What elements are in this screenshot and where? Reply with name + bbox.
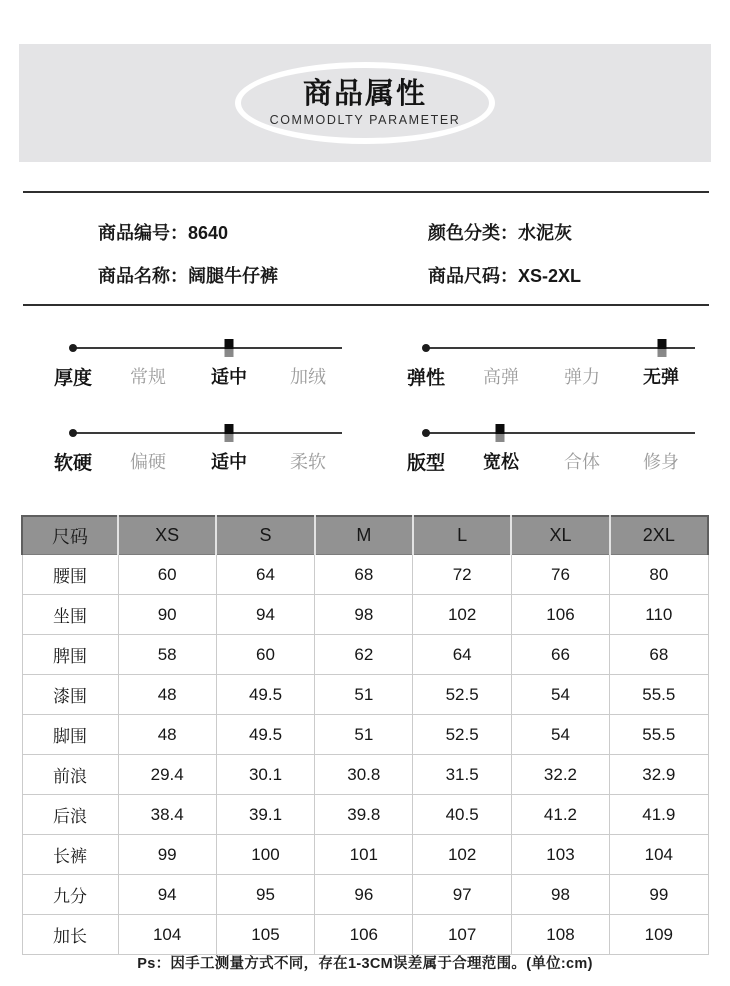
table-cell: 39.1 [216,795,314,835]
size-table-header-cell: M [315,516,413,555]
table-cell: 99 [610,875,708,915]
table-cell: 48 [118,715,216,755]
table-cell: 64 [413,635,511,675]
table-cell: 60 [216,635,314,675]
table-row [22,915,708,955]
product-color-value: 水泥灰 [518,223,572,243]
table-cell: 48 [118,675,216,715]
table-cell: 80 [610,555,708,595]
product-size-range-value: XS-2XL [518,266,582,286]
table-cell: 103 [511,835,609,875]
table-row [22,635,708,675]
row-label-cell: 九分 [22,875,118,915]
table-row [22,875,708,915]
table-row [22,755,708,795]
row-label-cell: 漆围 [22,675,118,715]
slider-option: 修身 [643,452,679,472]
row-label-cell: 腰围 [22,555,118,595]
table-cell: 106 [315,915,413,955]
table-cell: 94 [216,595,314,635]
table-cell: 49.5 [216,715,314,755]
table-cell: 30.8 [315,755,413,795]
table-cell: 68 [610,635,708,675]
table-cell: 99 [118,835,216,875]
table-cell: 41.2 [511,795,609,835]
table-cell: 60 [118,555,216,595]
table-cell: 30.1 [216,755,314,795]
table-cell: 54 [511,715,609,755]
table-cell: 108 [511,915,609,955]
product-name [98,262,278,288]
size-table-header-cell: L [413,516,511,555]
slider-option-selected: 无弹 [643,367,679,387]
table-cell: 51 [315,715,413,755]
product-code-label: 商品编号： [98,223,188,243]
page-subtitle: COMMODLTY PARAMETER [269,112,461,127]
divider-top [23,191,709,193]
product-color [428,219,572,245]
slider-option: 加绒 [290,367,326,387]
slider-category-label: 软硬 [54,453,93,474]
product-color-label: 颜色分类： [428,223,518,243]
slider-option: 弹力 [564,367,600,387]
row-label-cell: 前浪 [22,755,118,795]
table-cell: 68 [315,555,413,595]
table-cell: 58 [118,635,216,675]
slider-start-dot [422,344,430,352]
row-label-cell: 后浪 [22,795,118,835]
size-table-header-cell: 2XL [610,516,708,555]
table-cell: 38.4 [118,795,216,835]
table-cell: 41.9 [610,795,708,835]
table-row [22,595,708,635]
slider-handle [658,339,667,357]
divider-middle [23,304,709,306]
table-cell: 51 [315,675,413,715]
table-cell: 105 [216,915,314,955]
table-cell: 72 [413,555,511,595]
table-cell: 97 [413,875,511,915]
table-row [22,835,708,875]
slider-category-label: 厚度 [54,368,93,389]
slider-option: 偏硬 [130,452,166,472]
slider-option-selected: 适中 [211,367,247,387]
product-name-label: 商品名称： [98,266,188,286]
slider-track [72,432,342,434]
measurement-note: Ps：因手工测量方式不同，存在1-3CM误差属于合理范围。(单位:cm) [137,956,593,972]
table-cell: 107 [413,915,511,955]
table-cell: 98 [315,595,413,635]
row-label-cell: 脾围 [22,635,118,675]
size-table-header-cell: XS [118,516,216,555]
size-table-header-cell: XL [511,516,609,555]
table-cell: 32.9 [610,755,708,795]
table-cell: 29.4 [118,755,216,795]
product-code [98,219,228,245]
slider-track [425,432,695,434]
table-cell: 100 [216,835,314,875]
slider-handle [225,339,234,357]
table-cell: 106 [511,595,609,635]
size-table-header-cell: S [216,516,314,555]
table-cell: 32.2 [511,755,609,795]
slider-thickness [50,337,346,399]
row-label-cell: 坐围 [22,595,118,635]
size-table-body [22,555,708,955]
slider-start-dot [69,429,77,437]
table-cell: 39.8 [315,795,413,835]
table-cell: 110 [610,595,708,635]
slider-option-selected: 适中 [211,452,247,472]
table-cell: 31.5 [413,755,511,795]
row-label-cell: 长裤 [22,835,118,875]
size-table-corner-cell: 尺码 [22,516,118,555]
table-cell: 94 [118,875,216,915]
slider-option: 高弹 [483,367,519,387]
table-row [22,715,708,755]
table-cell: 104 [118,915,216,955]
slider-category-label: 弹性 [407,368,446,389]
header-banner [19,44,711,162]
table-row [22,555,708,595]
size-table-head-row [22,516,708,555]
table-cell: 76 [511,555,609,595]
title-badge-ellipse [235,62,495,144]
table-cell: 64 [216,555,314,595]
table-cell: 90 [118,595,216,635]
table-cell: 49.5 [216,675,314,715]
table-cell: 55.5 [610,675,708,715]
slider-option: 合体 [564,452,600,472]
table-cell: 109 [610,915,708,955]
slider-fit [403,422,699,484]
slider-track [72,347,342,349]
size-table [21,515,709,955]
product-name-value: 阔腿牛仔裤 [188,266,278,286]
table-cell: 102 [413,835,511,875]
product-size-range-label: 商品尺码： [428,266,518,286]
table-cell: 101 [315,835,413,875]
slider-track [425,347,695,349]
table-cell: 52.5 [413,715,511,755]
slider-start-dot [422,429,430,437]
slider-handle [225,424,234,442]
table-cell: 40.5 [413,795,511,835]
table-cell: 62 [315,635,413,675]
slider-option: 常规 [130,367,166,387]
row-label-cell: 加长 [22,915,118,955]
table-cell: 102 [413,595,511,635]
slider-option-selected: 宽松 [483,452,519,472]
row-label-cell: 脚围 [22,715,118,755]
table-cell: 52.5 [413,675,511,715]
slider-option: 柔软 [290,452,326,472]
table-cell: 54 [511,675,609,715]
product-size-range [428,262,581,288]
product-code-value: 8640 [188,223,229,243]
table-cell: 96 [315,875,413,915]
table-cell: 66 [511,635,609,675]
slider-start-dot [69,344,77,352]
slider-softness [50,422,346,484]
table-row [22,795,708,835]
slider-category-label: 版型 [407,453,446,474]
table-cell: 104 [610,835,708,875]
table-cell: 55.5 [610,715,708,755]
table-cell: 98 [511,875,609,915]
table-cell: 95 [216,875,314,915]
slider-handle [496,424,505,442]
page-title: 商品属性 [302,77,427,110]
table-row [22,675,708,715]
slider-elasticity [403,337,699,399]
